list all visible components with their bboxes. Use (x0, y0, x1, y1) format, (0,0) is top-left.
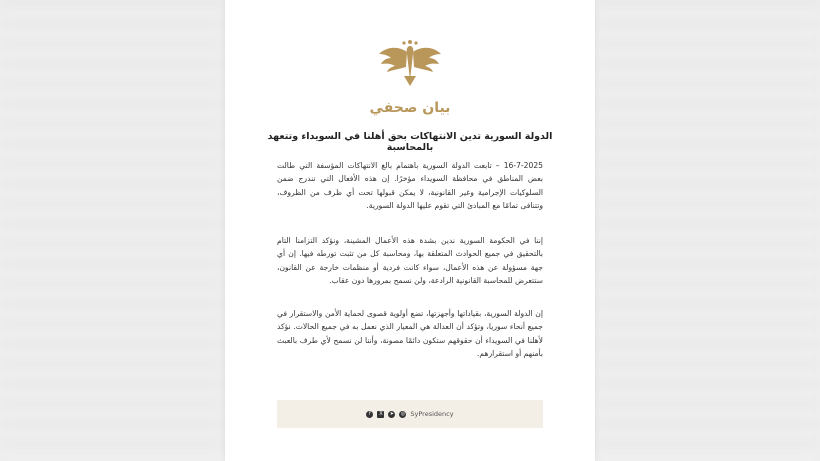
blurred-background-right (595, 0, 820, 461)
blurred-background-left (0, 0, 225, 461)
telegram-icon: ➤ (389, 410, 394, 417)
eagle-emblem-icon (377, 36, 443, 86)
x-icon: X (379, 410, 383, 417)
document-footer (277, 400, 543, 428)
paragraph-1: 16-7-2025 – تابعت الدولة السورية باهتمام بالغ الانتهاكات المؤسفة التي طالت بعض المناطق في محافظة السويداء مؤخرًا. إن هذه الأفعال التي تندرج ضمن السلوكيات الإجرامية وغير القانونية، لا يمكن قبولها تحت أي ظرف من الظروف، وتتنافى تمامًا مع المبادئ التي تقوم عليها الدولة السورية. (277, 161, 543, 211)
paragraph-2: إننا في الحكومة السورية ندين بشدة هذه الأعمال المشينة، ونؤكد التزامنا التام بالتحقيق في جميع الحوادث المتعلقة بها، ومحاسبة كل من تثبت تورطه فيها. إن أي جهة مسؤولة عن هذه الأعمال، سواء كانت فردية أو منظمات خارجة عن القانون، ستتعرض للمحاسبة القانونية الرادعة، ولن نسمح بمرورها دون عقاب. (277, 236, 543, 286)
paragraph-3: إن الدولة السورية، بقياداتها وأجهزتها، تضع أولوية قصوى لحماية الأمن والاستقرار في جميع أنحاء سوريا، وتؤكد أن العدالة هي المعيار الذي نعمل به في جميع الحالات. نؤكد لأهلنا في السويداء أن حقوقهم ستكون دائمًا مصونة، وأننا لن نسمح لأي طرف بالعبث بأمنهم أو استقرارهم. (277, 309, 543, 359)
instagram-icon: ◎ (400, 410, 406, 417)
document-heading: بيان صحفي (369, 100, 451, 116)
facebook-icon: f (366, 411, 373, 418)
document-subtitle: الدولة السورية تدين الانتهاكات بحق أهلنا في السويداء وتتعهد بالمحاسبة (267, 131, 553, 153)
social-handle: SyPresidency (410, 410, 454, 418)
press-release-document (225, 0, 595, 461)
